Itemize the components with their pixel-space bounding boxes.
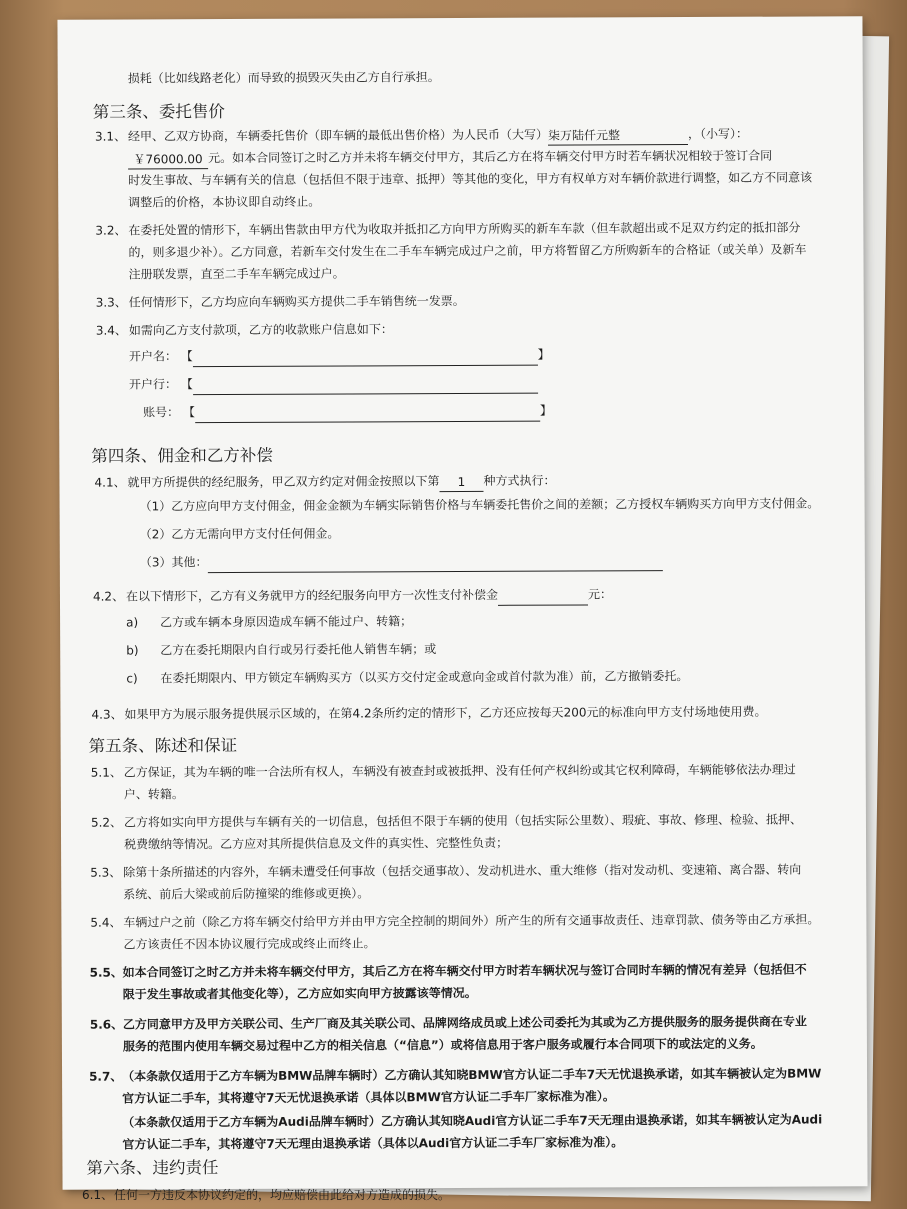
bracket-left: 【 [182, 405, 196, 420]
option-1: （1）乙方应向甲方支付佣金，佣金金额为车辆实际销售价格与车辆委托售价之间的差额；乙方授权车辆购买方向甲方支付佣金。 [139, 496, 820, 514]
account-number-row [143, 400, 552, 424]
clause-5-5-line1: 如本合同签订之时乙方并未将车辆交付甲方，其后乙方在将车辆交付甲方时若车辆状况与签订合同时车辆的情况有差异（包括但不 [122, 962, 807, 980]
clause-4-1-number: 4.1、 [94, 475, 126, 490]
item-a-label: a) [126, 615, 139, 630]
clause-3-4-text: 如需向乙方支付款项，乙方的收款账户信息如下： [128, 322, 393, 338]
section-3-title: 第三条、委托售价 [92, 102, 225, 122]
clause-4-2-number: 4.2、 [92, 589, 125, 604]
clause-5-7-bmw-line2: 官方认证二手车，其将遵守7天无忧退换承诺（具体以BMW官方认证二手车厂家标准为准）。 [122, 1089, 615, 1106]
account-number-label: 账号： [143, 405, 180, 420]
clause-5-2-number: 5.2、 [90, 815, 123, 830]
clause-6-1-number: 6.1、 [82, 1188, 114, 1202]
account-number-field[interactable] [195, 405, 540, 424]
clause-5-2-line1: 乙方将如实向甲方提供与车辆有关的一切信息，包括但不限于车辆的使用（包括实际公里数）、瑕疵、事故、修理、检验、抵押、 [123, 812, 802, 830]
clause-3-1-line2 [128, 145, 772, 170]
option-3-label: （3）其他： [139, 555, 208, 570]
clause-5-6-line2: 服务的范围内使用车辆交易过程中乙方的相关信息（“信息”）或将信息用于客户服务或履行本合同项下的或法定的义务。 [122, 1036, 763, 1054]
clause-3-2-line1: 在委托处置的情形下，车辆出售款由甲方代为收取并抵扣乙方向甲方所购买的新车车款（但车款超出或不足双方约定的抵扣部分 [128, 220, 801, 238]
account-bank-label: 开户行： [129, 377, 178, 392]
clause-5-6-line1: 乙方同意甲方及甲方关联公司、生产厂商及其关联公司、品牌网络成员或上述公司委托为其或为乙方提供服务的服务提供商在专业 [122, 1014, 807, 1032]
item-c-label: c) [126, 671, 138, 686]
clause-5-3-number: 5.3、 [90, 865, 122, 880]
commission-option-field[interactable]: 1 [439, 473, 483, 492]
clause-4-3-text: 如果甲方为展示服务提供展示区域的，在第4.2条所约定的情形下，乙方还应按每天200元的标准向甲方支付场地使用费。 [124, 704, 767, 722]
clause-3-1-line3: 时发生事故、与车辆有关的信息（包括但不限于违章、抵押）等其他的变化，甲方有权单方对车辆价款进行调整，如乙方不同意该 [128, 170, 813, 188]
clause-4-2-text-a: 在以下情形下，乙方有义务就甲方的经纪服务向甲方一次性支付补偿金 [125, 587, 499, 604]
clause-3-2-line3: 注册联发票，直至二手车车辆完成过户。 [128, 266, 345, 282]
contract-page [57, 16, 867, 1190]
account-bank-row [129, 372, 538, 396]
clause-5-4-number: 5.4、 [90, 915, 122, 930]
clause-5-3-line2: 系统、前后大梁或前后防撞梁的维修或更换）。 [123, 886, 370, 902]
bracket-right: 】 [539, 403, 553, 418]
clause-5-5-number: 5.5、 [89, 965, 123, 980]
clause-3-3-number: 3.3、 [95, 295, 127, 310]
clause-3-1-text-c: 元。如本合同签订之时乙方并未将车辆交付甲方，其后乙方在将车辆交付甲方时若车辆状况相较于签订合同 [208, 148, 773, 166]
option-3-other-field[interactable] [207, 554, 662, 573]
clause-5-1-line1: 乙方保证，其为车辆的唯一合法所有权人，车辆没有被查封或被抵押、没有任何产权纠纷或其它权利障碍，车辆能够依法办理过 [123, 762, 796, 780]
clause-3-1-number: 3.1、 [94, 129, 127, 144]
clause-3-2-line2: 的，则多退少补）。乙方同意，若新车交付发生在二手车车辆完成过户之前，甲方将暂留乙方所购新车的合格证（或关单）及新车 [128, 242, 807, 260]
price-uppercase-field[interactable]: 柒万陆仟元整 [548, 126, 688, 146]
bracket-left: 【 [180, 349, 193, 364]
clause-3-2-number: 3.2、 [95, 223, 127, 238]
clause-4-1-text-b: 种方式执行： [483, 473, 556, 488]
account-name-label: 开户名： [128, 349, 177, 364]
clause-4-1-line1 [127, 470, 555, 494]
item-b-label: b) [126, 643, 139, 658]
section-6-title: 第六条、违约责任 [86, 1158, 219, 1178]
clause-5-4-line1: 车辆过户之前（除乙方将车辆交付给甲方并由甲方完全控制的期间外）所产生的所有交通事故责任、违章罚款、债务等由乙方承担。 [123, 912, 820, 930]
intro-text: 损耗（比如线路老化）而导致的损毁灭失由乙方自行承担。 [127, 70, 440, 86]
clause-4-1-text-a: 就甲方所提供的经纪服务，甲乙双方约定对佣金按照以下第 [127, 474, 440, 490]
item-a-text: 乙方或车辆本身原因造成车辆不能过户、转籍； [160, 614, 413, 630]
clause-5-3-line1: 除第十条所描述的内容外，车辆未遭受任何事故（包括交通事故）、发动机进水、重大维修（指对发动机、变速箱、离合器、转向 [123, 862, 802, 880]
option-3-row [140, 549, 663, 573]
clause-3-3-text: 任何情形下，乙方均应向车辆购买方提供二手车销售统一发票。 [128, 293, 465, 310]
clause-5-1-number: 5.1、 [90, 765, 122, 780]
clause-5-7-bmw-line1: （本条款仅适用于乙方车辆为BMW品牌车辆时）乙方确认其知晓BMW官方认证二手车7天无忧退换承诺，如其车辆被认定为BMW [122, 1066, 822, 1084]
clause-3-1-text-a: 经甲、乙双方协商，车辆委托售价（即车辆的最低出售价格）为人民币（大写） [127, 127, 549, 144]
option-2: （2）乙方无需向甲方支付任何佣金。 [139, 526, 340, 542]
clause-6-1-text: 任何一方违反本协议约定的，均应赔偿由此给对方造成的损失。 [114, 1188, 451, 1202]
clause-3-1-line1 [128, 123, 748, 148]
item-b-text: 乙方在委托期限内自行或另行委托他人销售车辆；或 [160, 642, 437, 658]
clause-4-3-number: 4.3、 [91, 707, 123, 722]
section-5-title: 第五条、陈述和保证 [88, 735, 238, 756]
clause-5-7-audi-line1: （本条款仅适用于乙方车辆为Audi品牌车辆时）乙方确认其知晓Audi官方认证二手车7天无理由退换承诺，如其车辆被认定为Audi [122, 1112, 823, 1130]
clause-5-1-line2: 户、转籍。 [123, 787, 184, 802]
clause-5-4-line2: 乙方该责任不因本协议履行完成或终止而终止。 [123, 936, 376, 952]
account-name-row [129, 344, 550, 368]
clause-5-7-number: 5.7、 [89, 1069, 123, 1084]
clause-3-1-text-b: ，（小写）： [687, 126, 749, 142]
clause-5-5-line2: 限于发生事故或者其他变化等），乙方应如实向甲方披露该等情况。 [122, 985, 477, 1002]
section-4-title: 第四条、佣金和乙方补偿 [91, 445, 273, 466]
clause-5-2-line2: 税费缴纳等情况。乙方应对其所提供信息及文件的真实性、完整性负责； [124, 835, 509, 852]
price-lowercase-field[interactable]: ￥76000.00 [128, 150, 208, 169]
clause-3-1-line4: 调整后的价格，本协议即自动终止。 [128, 194, 321, 210]
account-bank-field[interactable] [193, 377, 538, 396]
clause-4-2-text-b: 元： [587, 587, 613, 602]
clause-5-7-audi-line2: 官方认证二手车，其将遵守7天无理由退换承诺（具体以Audi官方认证二手车厂家标准为准）。 [122, 1135, 624, 1152]
clause-3-4-number: 3.4、 [95, 323, 127, 338]
item-c-text: 在委托期限内、甲方锁定车辆购买方（以买方交付定金或意向金或首付款为准）前，乙方撤销委托。 [160, 669, 689, 686]
bracket-right: 】 [537, 347, 550, 362]
account-name-field[interactable] [193, 349, 538, 368]
clause-5-6-number: 5.6、 [89, 1017, 124, 1032]
clause-4-2-line1 [126, 583, 612, 607]
compensation-amount-field[interactable] [498, 588, 588, 605]
bracket-left: 【 [180, 377, 193, 392]
